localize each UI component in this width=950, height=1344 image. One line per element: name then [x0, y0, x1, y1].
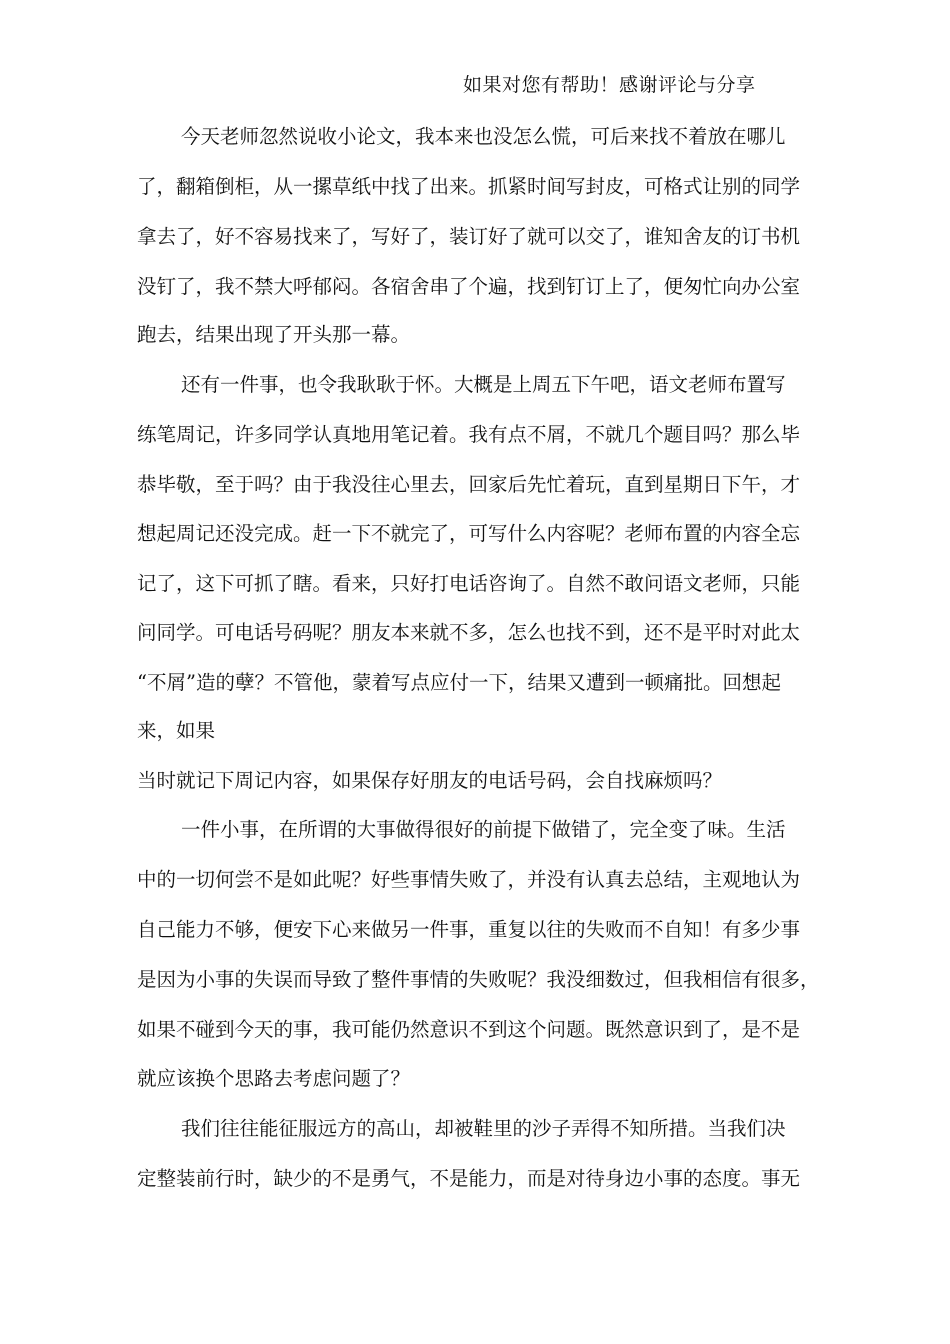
- paragraph-2-line-2: 练笔周记，许多同学认真地用笔记着。我有点不屑，不就几个题目吗？那么毕: [137, 423, 801, 446]
- paragraph-2-line-7: “不屑”造的孽？不管他，蒙着写点应付一下，结果又遭到一顿痛批。回想起: [137, 671, 781, 694]
- paragraph-1-line-4: 没钉了，我不禁大呼郁闷。各宿舍串了个遍，找到钉订上了，便匆忙向办公室: [137, 275, 801, 298]
- paragraph-2-line-3: 恭毕敬，至于吗？由于我没往心里去，回家后先忙着玩，直到星期日下午，才: [137, 473, 801, 496]
- paragraph-2-line-8: 来，如果: [137, 719, 216, 742]
- header-note: 如果对您有帮助！感谢评论与分享: [463, 74, 756, 96]
- paragraph-3-line-5: 如果不碰到今天的事，我可能仍然意识不到这个问题。既然意识到了，是不是: [137, 1018, 801, 1041]
- paragraph-4-line-2: 定整装前行时，缺少的不是勇气，不是能力，而是对待身边小事的态度。事无: [137, 1167, 801, 1190]
- paragraph-4-line-1: 我们往往能征服远方的高山，却被鞋里的沙子弄得不知所措。当我们决: [181, 1117, 786, 1140]
- paragraph-2-line-4: 想起周记还没完成。赶一下不就完了，可写什么内容呢？老师布置的内容全忘: [137, 522, 801, 545]
- paragraph-1-line-1: 今天老师忽然说收小论文，我本来也没怎么慌，可后来找不着放在哪儿: [181, 125, 786, 148]
- paragraph-3-line-4: 是因为小事的失误而导致了整件事情的失败呢？我没细数过，但我相信有很多，: [137, 968, 820, 991]
- paragraph-1-line-5: 跑去，结果出现了开头那一幕。: [137, 323, 411, 346]
- paragraph-2-line-5: 记了，这下可抓了瞎。看来，只好打电话咨询了。自然不敢问语文老师，只能: [137, 572, 801, 595]
- paragraph-1-line-2: 了，翻箱倒柜，从一摞草纸中找了出来。抓紧时间写封皮，可格式让别的同学: [137, 175, 801, 198]
- paragraph-3-line-6: 就应该换个思路去考虑问题了？: [137, 1067, 411, 1090]
- paragraph-3-line-3: 自己能力不够，便安下心来做另一件事，重复以往的失败而不自知！有多少事: [137, 918, 801, 941]
- paragraph-2-line-6: 问同学。可电话号码呢？朋友本来就不多，怎么也找不到，还不是平时对此太: [137, 621, 801, 644]
- paragraph-1-line-3: 拿去了，好不容易找来了，写好了，装订好了就可以交了，谁知舍友的订书机: [137, 225, 801, 248]
- paragraph-3-line-2: 中的一切何尝不是如此呢？好些事情失败了，并没有认真去总结，主观地认为: [137, 868, 801, 891]
- paragraph-2-line-1: 还有一件事，也令我耿耿于怀。大概是上周五下午吧，语文老师布置写: [181, 373, 786, 396]
- paragraph-2-line-9: 当时就记下周记内容，如果保存好朋友的电话号码，会自找麻烦吗？: [137, 769, 723, 792]
- paragraph-3-line-1: 一件小事，在所谓的大事做得很好的前提下做错了，完全变了味。生活: [181, 818, 786, 841]
